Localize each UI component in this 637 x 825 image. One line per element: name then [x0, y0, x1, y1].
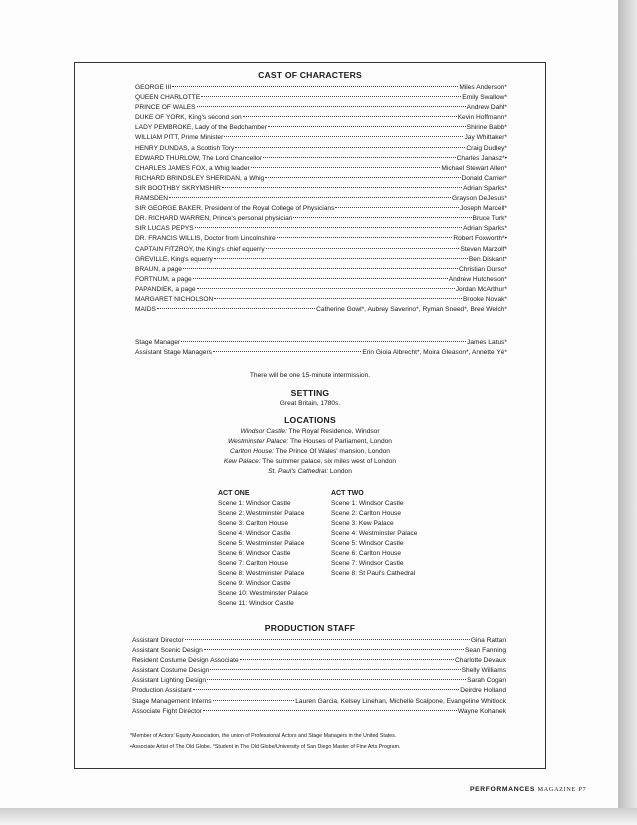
cast-row — [135, 194, 507, 204]
dot-leader — [203, 710, 457, 711]
dot-leader — [183, 268, 458, 269]
staff-row-value: Wayne Kohanek — [457, 707, 506, 715]
staff-row — [132, 646, 506, 656]
footnotes — [130, 731, 510, 752]
dot-leader — [222, 187, 462, 188]
dot-leader — [277, 237, 453, 238]
cast-row-label: EDWARD THURLOW, The Lord Chancellor — [135, 154, 263, 162]
location-description: The Royal Residence, Windsor — [286, 428, 380, 435]
cast-row — [135, 285, 507, 295]
cast-row-label: RICHARD BRINDSLEY SHERIDAN, a Whig — [135, 174, 265, 182]
cast-row-value: Ben Diskant* — [468, 255, 507, 263]
cast-row — [135, 123, 507, 133]
cast-row-label: BRAUN, a page — [135, 265, 182, 273]
staff-title: PRODUCTION STAFF — [264, 623, 356, 633]
scene-item: Scene 3: Carlton House — [218, 520, 289, 527]
staff-row-value: Gina Rattan — [470, 637, 506, 644]
cast-row-value: Christian Durso* — [458, 265, 507, 273]
cast-row-value: Catherine Gowl*, Aubrey Saverino*, Ryman Sneed*, Bree Welch* — [316, 306, 507, 314]
intermission-note: There will be one 15-minute intermission. — [249, 372, 371, 379]
cast-row — [135, 184, 507, 194]
stage-row-value: Erin Gioia Albrecht*, Moira Gleason*, Annette Yé* — [362, 349, 507, 357]
location-place: Westminster Palace: — [228, 438, 289, 445]
dot-leader — [224, 136, 463, 137]
cast-row-value: Craig Dudley* — [466, 144, 507, 152]
scene-item: Scene 6: Carlton House — [331, 550, 402, 557]
staff-row — [132, 666, 506, 676]
cast-row — [135, 83, 507, 93]
cast-row-value: Emily Swallow* — [462, 94, 507, 102]
cast-row-value: Adrian Sparks* — [463, 225, 507, 233]
location-item — [74, 467, 546, 477]
cast-row-label: RAMSDEN — [135, 195, 168, 203]
page-bottom-shadow — [0, 808, 637, 825]
cast-row — [135, 255, 507, 265]
staff-row-value: Charlotte Devaux — [455, 657, 506, 665]
staff-row-label: Assistant Director — [132, 637, 184, 644]
setting-title: SETTING — [290, 388, 330, 398]
cast-row-label: CHARLES JAMES FOX, a Whig leader — [135, 164, 250, 172]
dot-leader — [195, 227, 462, 228]
dot-leader — [210, 669, 460, 670]
staff-row — [132, 707, 506, 717]
cast-row — [135, 265, 507, 275]
cast-row-label: DR. FRANCIS WILLIS, Doctor from Lincolnshire — [135, 235, 276, 243]
dot-leader — [204, 649, 464, 650]
cast-row-label: DUKE OF YORK, King's second son — [135, 114, 242, 122]
cast-row — [135, 174, 507, 184]
dot-leader — [251, 167, 441, 168]
staff-row-label: Associate Fight Director — [132, 707, 202, 715]
cast-row — [135, 224, 507, 234]
scene-item: Scene 7: Carlton House — [218, 560, 289, 567]
cast-row — [135, 305, 507, 315]
cast-row — [135, 103, 507, 113]
staff-row-label: Production Assistant — [132, 687, 192, 695]
location-place: St. Paul's Cathedral: — [268, 468, 329, 475]
scene-item: Scene 2: Carlton House — [331, 510, 402, 517]
cast-row-value: Joseph Marcell* — [460, 205, 507, 213]
cast-row-value: Bruce Turk* — [472, 215, 507, 223]
location-description: The Houses of Parliament, London — [288, 438, 392, 445]
cast-row — [135, 234, 507, 244]
cast-row — [135, 144, 507, 154]
cast-row — [135, 113, 507, 123]
staff-row-value: Sean Fanning — [464, 647, 506, 655]
footer-brand: PERFORMANCES — [470, 786, 535, 793]
location-item — [74, 427, 546, 437]
scene-item: Scene 2: Westminster Palace — [218, 510, 305, 517]
staff-row — [132, 656, 506, 666]
location-place: Carlton House: — [230, 448, 274, 455]
scene-item: Scene 6: Windsor Castle — [218, 550, 291, 557]
scene-item: Scene 1: Windsor Castle — [331, 500, 404, 507]
dot-leader — [193, 689, 459, 690]
location-item — [74, 457, 546, 467]
dot-leader — [197, 288, 455, 289]
cast-row — [135, 204, 507, 214]
scene-item: Scene 4: Westminster Palace — [331, 530, 418, 537]
cast-row-label: SIR LUCAS PEPYS — [135, 225, 194, 233]
cast-row-value: Andrew Dahl* — [466, 104, 507, 112]
cast-row-label: PAPANDIEK, a page — [135, 285, 196, 293]
cast-row-value: Steven Marzolf* — [460, 245, 507, 253]
stage-row-label: Assistant Stage Managers — [135, 349, 212, 357]
scene-item: Scene 5: Windsor Castle — [331, 540, 404, 547]
cast-row-label: MARGARET NICHOLSON — [135, 295, 214, 303]
scene-item: Scene 8: Westminster Palace — [218, 570, 305, 577]
cast-row-label: GEORGE III — [135, 84, 172, 91]
dot-leader — [193, 278, 448, 279]
dot-leader — [214, 258, 468, 259]
cast-row-label: HENRY DUNDAS, a Scottish Tory — [135, 144, 235, 152]
scene-item: Scene 9: Windsor Castle — [218, 580, 291, 587]
location-item — [74, 447, 546, 457]
dot-leader — [263, 157, 456, 158]
cast-row-value: Charles Janasz*• — [456, 154, 507, 162]
staff-row-value: Sarah Cogan — [467, 677, 506, 685]
cast-row-label: DR. RICHARD WARREN, Prince's personal physician — [135, 215, 293, 223]
page-edge-shadow — [618, 0, 637, 825]
cast-row-value: Grayson DeJesus* — [452, 195, 507, 203]
cast-row-value: Kevin Hoffmann* — [457, 114, 507, 122]
cast-row-label: QUEEN CHARLOTTE — [135, 94, 201, 102]
dot-leader — [207, 679, 466, 680]
dot-leader — [181, 341, 466, 342]
dot-leader — [240, 659, 454, 660]
staff-row — [132, 676, 506, 686]
cast-row-value: Shirine Babb* — [466, 124, 507, 132]
dot-leader — [185, 639, 470, 640]
stage-row — [135, 348, 507, 358]
cast-row-label: FORTNUM, a page — [135, 275, 192, 283]
cast-row — [135, 93, 507, 103]
dot-leader — [213, 700, 295, 701]
cast-row-value: Miles Anderson* — [459, 84, 507, 91]
staff-row-label: Assistant Lighting Design — [132, 677, 207, 685]
staff-row-label: Resident Costume Design Associate — [132, 657, 239, 665]
cast-row-value: Jordan McArthur* — [455, 285, 507, 293]
act-two — [331, 489, 417, 579]
dot-leader — [265, 177, 460, 178]
staff-row-label: Stage Management Interns — [132, 697, 212, 705]
dot-leader — [201, 96, 461, 97]
cast-row-label: GREVILLE, King's equerry — [135, 255, 213, 263]
cast-row-label: CAPTAIN FITZROY, the King's chief equerry — [135, 245, 265, 253]
scene-item: Scene 7: Windsor Castle — [331, 560, 404, 567]
dot-leader — [266, 248, 460, 249]
act-two-title: ACT TWO — [331, 490, 364, 497]
locations-list — [74, 427, 546, 477]
act-one — [218, 489, 308, 609]
cast-row — [135, 133, 507, 143]
cast-row-label: WILLIAM PITT, Prime Minister — [135, 134, 224, 142]
location-place: Windsor Castle: — [240, 428, 287, 435]
cast-list — [135, 83, 507, 315]
locations-title: LOCATIONS — [284, 415, 336, 425]
dot-leader — [213, 351, 361, 352]
setting-text: Great Britain, 1780s. — [279, 400, 341, 407]
dot-leader — [214, 298, 462, 299]
footnote: •Associate Artist of The Old Globe. °Student in The Old Globe/University of San Diego Master of Fine Arts Program. — [130, 743, 401, 750]
scene-item: Scene 8: St Paul's Cathedral — [331, 570, 416, 577]
dot-leader — [335, 207, 459, 208]
location-description: London — [328, 468, 352, 475]
cast-row-label: PRINCE OF WALES — [135, 104, 196, 112]
cast-row-label: MAIDS — [135, 306, 156, 314]
footer-page-number: P7 — [578, 786, 587, 793]
page-footer — [470, 786, 586, 793]
scene-item: Scene 1: Windsor Castle — [218, 500, 291, 507]
cast-row — [135, 164, 507, 174]
cast-row — [135, 245, 507, 255]
cast-row-value: Robert Foxworth*• — [453, 235, 507, 243]
stage-row-label: Stage Manager — [135, 339, 181, 346]
stage-management-list — [135, 338, 507, 358]
cast-row-label: SIR GEORGE BAKER, President of the Royal College of Physicians — [135, 205, 335, 213]
dot-leader — [293, 217, 471, 218]
location-item — [74, 437, 546, 447]
cast-row-value: Adrian Sparks* — [463, 184, 507, 192]
cast-row — [135, 154, 507, 164]
staff-row — [132, 697, 506, 707]
staff-row — [132, 686, 506, 696]
cast-row-value: Donald Carrier* — [461, 174, 507, 182]
location-description: The summer palace, six miles west of London — [260, 458, 397, 465]
cast-row-label: LADY PEMBROKE, Lady of the Bedchamber — [135, 124, 267, 132]
staff-row-value: Deirdre Holland — [460, 687, 506, 695]
cast-row-value: Jay Whittaker* — [464, 134, 507, 142]
staff-row-value: Shelly Williams — [461, 667, 506, 675]
cast-row — [135, 214, 507, 224]
footnote: *Member of Actors' Equity Association, the union of Professional Actors and Stage Managers in the United States. — [130, 733, 397, 739]
staff-row-label: Assistant Costume Design — [132, 667, 210, 675]
scene-item: Scene 11: Windsor Castle — [218, 600, 294, 607]
dot-leader — [172, 86, 458, 87]
dot-leader — [157, 308, 315, 309]
dot-leader — [235, 147, 465, 148]
staff-list — [132, 636, 506, 717]
stage-row — [135, 338, 507, 348]
cast-row-value: Michael Stewart Allen* — [441, 164, 507, 172]
cast-row — [135, 275, 507, 285]
location-description: The Prince Of Wales' mansion, London — [274, 448, 390, 455]
staff-row-label: Assistant Scenic Design — [132, 647, 203, 655]
scene-item: Scene 4: Windsor Castle — [218, 530, 291, 537]
footer-magazine: MAGAZINE — [537, 786, 576, 793]
dot-leader — [197, 106, 466, 107]
scene-item: Scene 10: Westminster Palace — [218, 590, 309, 597]
staff-row-value: Lauren Garcia, Kelsey Linehan, Michelle Scalpone, Evangeline Whitlock — [295, 697, 506, 705]
staff-row — [132, 636, 506, 646]
scene-item: Scene 3: Kew Palace — [331, 520, 394, 527]
stage-row-value: James Latus* — [467, 339, 507, 346]
cast-row-label: SIR BOOTHBY SKRYMSHIR — [135, 184, 221, 192]
dot-leader — [243, 116, 457, 117]
cast-row — [135, 295, 507, 305]
act-one-title: ACT ONE — [218, 490, 250, 497]
cast-row-value: Brooke Novak* — [463, 295, 507, 303]
dot-leader — [268, 126, 466, 127]
cast-row-value: Andrew Hutcheson* — [448, 275, 507, 283]
location-place: Kew Palace: — [223, 458, 261, 465]
scene-item: Scene 5: Westminster Palace — [218, 540, 305, 547]
dot-leader — [169, 197, 451, 198]
cast-title: CAST OF CHARACTERS — [258, 70, 362, 80]
